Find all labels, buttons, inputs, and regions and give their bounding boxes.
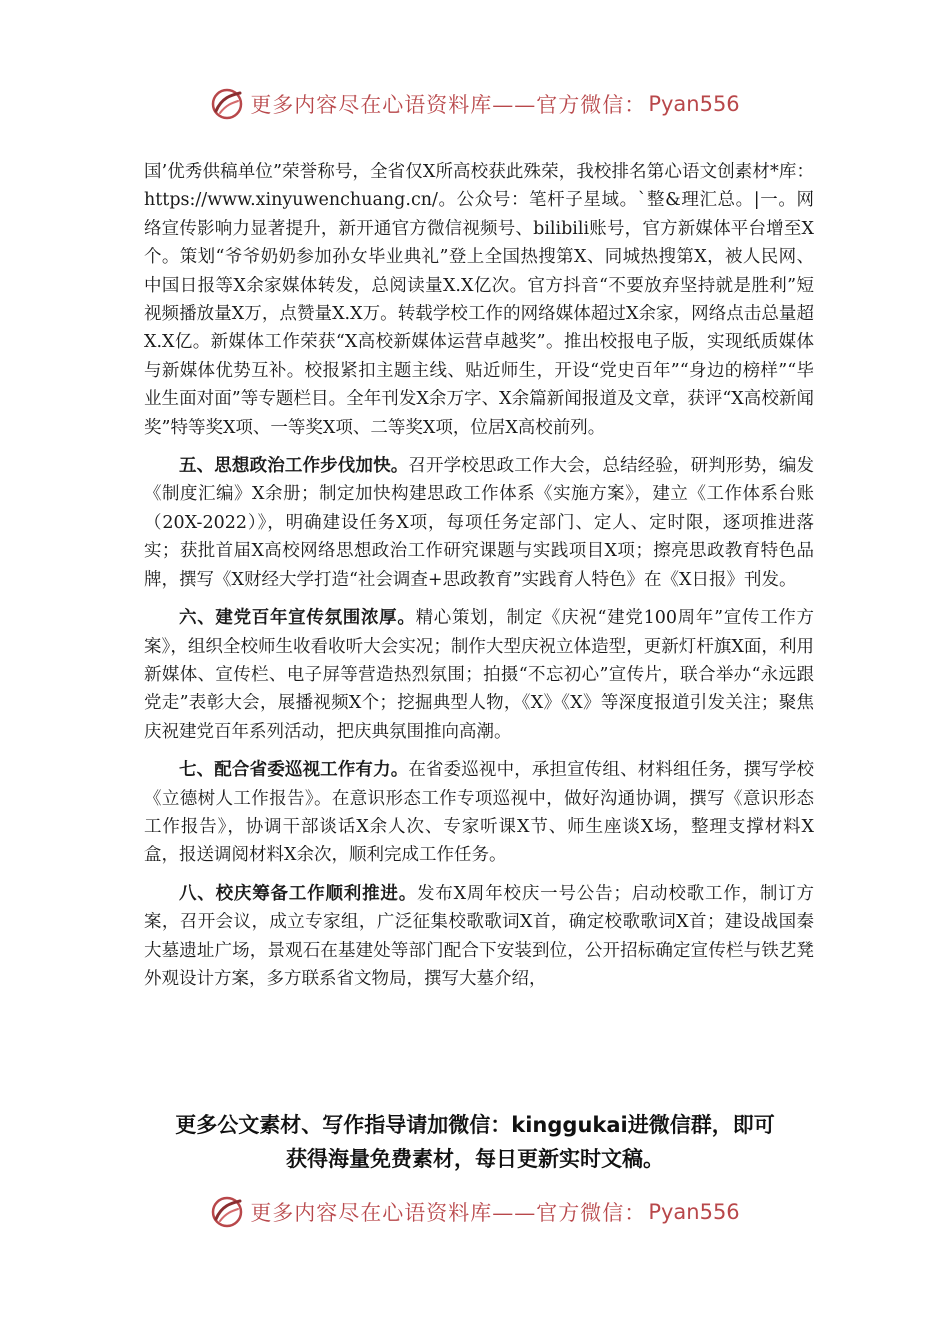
section-7-body: 在省委巡视中，承担宣传组、材料组任务，撰写学校《立德树人工作报告》。在意识形态工作专项巡视中，做好沟通协调，撰写《意识形态工作报告》，协调干部谈话X余人次、专家听课X节、师生座谈X场，整理支撑材料X盒，报送调阅材料X余次，顺利完成工作任务。 (144, 760, 815, 866)
footer-banner (0, 1190, 950, 1234)
banner-wechat-id: Pyan556 (648, 1200, 740, 1224)
promo-line-1: 更多公文素材、写作指导请加微信：kinggukai进微信群，即可 (175, 1113, 775, 1137)
document-body (144, 158, 814, 993)
section-8-body: 发布X周年校庆一号公告；启动校歌工作，制订方案，召开会议，成立专家组，广泛征集校歌歌词X首，确定校歌歌词X首；建设战国秦大墓遗址广场，景观石在基建处等部门配合下安装到位，公开招标确定宣传栏与铁艺凳外观设计方案，多方联系省文物局，撰写大墓介绍， (144, 883, 814, 989)
section-7-heading: 七、配合省委巡视工作有力。 (179, 760, 409, 781)
section-6-heading: 六、建党百年宣传氛围浓厚。 (179, 608, 416, 629)
banner-text: 更多内容尽在心语资料库——官方微信： (250, 1201, 647, 1225)
banner-wechat-id: Pyan556 (648, 92, 740, 116)
section-7 (144, 756, 814, 870)
section-5-heading: 五、思想政治工作步伐加快。 (179, 456, 409, 477)
header-banner (0, 82, 950, 126)
brand-logo-icon (210, 1195, 244, 1229)
brand-logo-icon (210, 87, 244, 121)
banner-text: 更多内容尽在心语资料库——官方微信： (250, 93, 647, 117)
section-8 (144, 880, 814, 994)
section-5 (144, 452, 814, 594)
section-6 (144, 604, 814, 746)
intro-paragraph: 国’优秀供稿单位”荣誉称号，全省仅X所高校获此殊荣，我校排名第心语文创素材*库：https://www.xinyuwenchuang.cn/。公众号：笔杆子星域。`整&理汇总。|一。网络宣传影响力显著提升，新开通官方微信视频号、bilibili账号，官方新媒体平台增至X个。策划“爷爷奶奶参加孙女毕业典礼”登上全国热搜第X、同城热搜第X，被人民网、中国日报等X余家媒体转发，总阅读量X.X亿次。官方抖音“不要放弃坚持就是胜利”短视频播放量X万，点赞量X.X万。转载学校工作的网络媒体超过X余家，网络点击总量超X.X亿。新媒体工作荣获“X高校新媒体运营卓越奖”。推出校报电子版，实现纸质媒体与新媒体优势互补。校报紧扣主题主线、贴近师生，开设“党史百年”“身边的榜样”“毕业生面对面”等专题栏目。全年刊发X余万字、X余篇新闻报道及文章，获评“X高校新闻奖”特等奖X项、一等奖X项、二等奖X项，位居X高校前列。 (144, 162, 814, 438)
section-5-body: 召开学校思政工作大会，总结经验，研判形势，编发《制度汇编》X余册；制定加快构建思政工作体系《实施方案》，建立《工作体系台账（20X-2022）》，明确建设任务X项，每项任务定部门、定人、定时限，逐项推进落实；获批首届X高校网络思想政治工作研究课题与实践项目X项；擦亮思政教育特色品牌，撰写《X财经大学打造“社会调查+思政教育”实践育人特色》在《X日报》刊发。 (144, 456, 815, 590)
promo-line-2: 获得海量免费素材，每日更新实时文稿。 (286, 1147, 664, 1171)
section-8-heading: 八、校庆筹备工作顺利推进。 (179, 883, 418, 904)
promo-notice (0, 1108, 950, 1176)
section-6-body: 精心策划，制定《庆祝“建党100周年”宣传工作方案》，组织全校师生收看收听大会实况；制作大型庆祝立体造型，更新灯杆旗X面，利用新媒体、宣传栏、电子屏等营造热烈氛围；拍摄“不忘初心”宣传片，联合举办“永远跟党走”表彰大会，展播视频X个；挖掘典型人物，《X》《X》等深度报道引发关注；聚焦庆祝建党百年系列活动，把庆典氛围推向高潮。 (144, 608, 814, 742)
